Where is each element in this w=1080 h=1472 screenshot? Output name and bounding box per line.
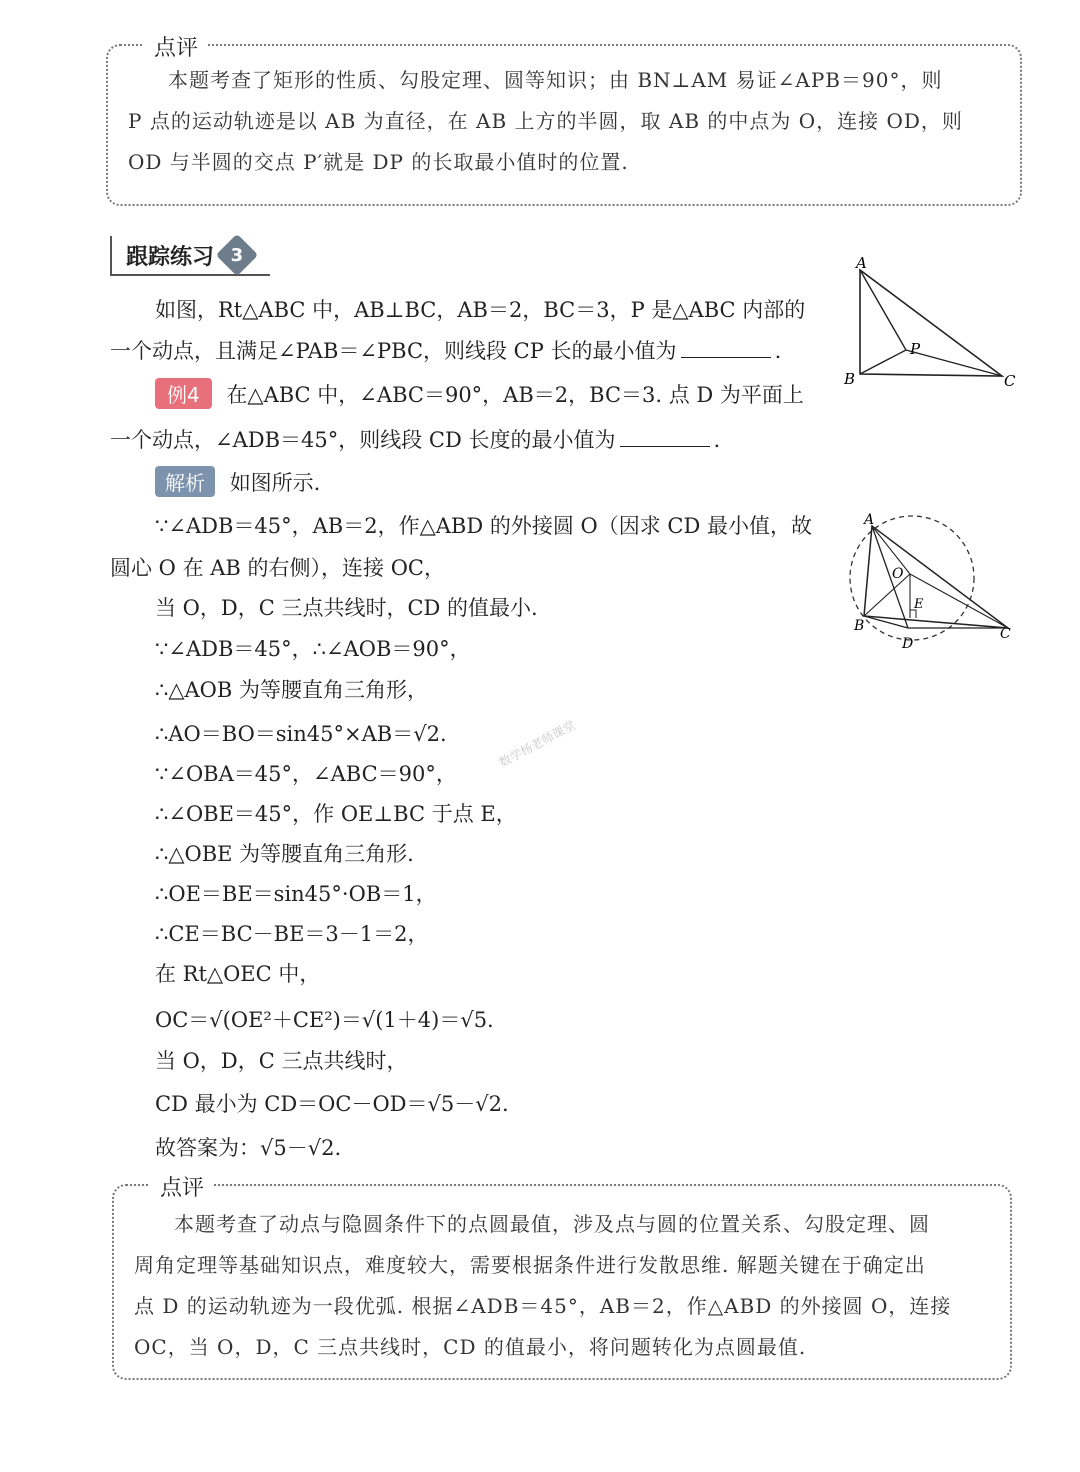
example-line-1: 例4 在△ABC 中，∠ABC＝90°，AB＝2，BC＝3. 点 D 为平面上 <box>155 378 804 409</box>
solution-intro: 解析 如图所示. <box>155 466 320 497</box>
practice-section-title <box>110 236 270 276</box>
solution-line-16: 故答案为：√5－√2. <box>155 1136 342 1160</box>
figure-triangle-abc-p <box>840 254 1020 394</box>
solution-line-5: ∴△AOB 为等腰直角三角形， <box>155 678 428 702</box>
solution-line-8: ∴∠OBE＝45°，作 OE⊥BC 于点 E， <box>155 802 517 826</box>
review2-line-2: 周角定理等基础知识点，难度较大，需要根据条件进行发散思维. 解题关键在于确定出 <box>134 1253 926 1277</box>
solution-line-15: CD 最小为 CD＝OC－OD＝√5－√2. <box>155 1092 509 1116</box>
fig2-label-e: E <box>914 597 924 612</box>
fig2-label-d: D <box>902 636 914 652</box>
fig1-label-a: A <box>856 254 867 272</box>
review-title-2: 点评 <box>150 1171 214 1202</box>
answer-blank-1 <box>681 356 771 358</box>
fig2-label-o: O <box>892 566 904 582</box>
review1-line-1: 本题考查了矩形的性质、勾股定理、圆等知识；由 BN⊥AM 易证∠APB＝90°，则 <box>168 68 943 92</box>
solution-line-6: ∴AO＝BO＝sin45°×AB＝√2. <box>155 722 447 746</box>
practice-number-badge: 3 <box>216 234 258 276</box>
fig1-label-b: B <box>844 370 856 388</box>
solution-line-10: ∴OE＝BE＝sin45°·OB＝1， <box>155 882 437 906</box>
solution-line-11: ∴CE＝BC－BE＝3－1＝2， <box>155 922 429 946</box>
review1-line-3: OD 与半圆的交点 P′就是 DP 的长取最小值时的位置. <box>128 150 629 174</box>
fig1-label-c: C <box>1004 372 1016 390</box>
solution-line-4: ∵∠ADB＝45°，∴∠AOB＝90°， <box>155 637 471 661</box>
review2-line-3: 点 D 的运动轨迹为一段优弧. 根据∠ADB＝45°，AB＝2，作△ABD 的外接圆 O，连接 <box>134 1294 952 1318</box>
practice-line-1: 如图，Rt△ABC 中，AB⊥BC，AB＝2，BC＝3，P 是△ABC 内部的 <box>155 298 806 322</box>
solution-line-3: 当 O，D，C 三点共线时，CD 的值最小. <box>155 596 538 620</box>
solution-line-7: ∵∠OBA＝45°，∠ABC＝90°， <box>155 762 457 786</box>
fig2-label-c: C <box>1000 626 1011 642</box>
review-title-1: 点评 <box>144 31 208 62</box>
review2-line-4: OC，当 O，D，C 三点共线时，CD 的值最小，将问题转化为点圆最值. <box>134 1335 807 1359</box>
review-text-2 <box>134 1204 1002 1368</box>
solution-line-1: ∵∠ADB＝45°，AB＝2，作△ABD 的外接圆 O（因求 CD 最小值，故 <box>155 514 812 538</box>
solution-line-13: OC＝√(OE²＋CE²)＝√(1＋4)＝√5. <box>155 1008 494 1032</box>
review2-line-1: 本题考查了动点与隐圆条件下的点圆最值，涉及点与圆的位置关系、勾股定理、圆 <box>174 1212 930 1236</box>
practice-line-2: 一个动点，且满足∠PAB＝∠PBC，则线段 CP 长的最小值为 . <box>110 339 782 363</box>
solution-line-14: 当 O，D，C 三点共线时， <box>155 1049 408 1073</box>
practice-title-text: 跟踪练习 <box>126 244 215 270</box>
review-text-1 <box>128 60 1008 183</box>
answer-blank-2 <box>620 445 710 447</box>
solution-line-9: ∴△OBE 为等腰直角三角形. <box>155 842 414 866</box>
example-tag: 例4 <box>155 378 212 409</box>
fig2-label-b: B <box>854 618 865 634</box>
fig2-label-a: A <box>864 512 875 528</box>
solution-tag: 解析 <box>155 466 215 497</box>
review1-line-2: P 点的运动轨迹是以 AB 为直径，在 AB 上方的半圆，取 AB 的中点为 O，连接 OD，则 <box>128 109 963 133</box>
example-line-2: 一个动点，∠ADB＝45°，则线段 CD 长度的最小值为 . <box>110 428 721 452</box>
solution-line-12: 在 Rt△OEC 中， <box>155 962 321 986</box>
fig1-label-p: P <box>910 340 921 358</box>
figure-circumcircle-abd <box>842 504 1026 654</box>
solution-line-2: 圆心 O 在 AB 的右侧），连接 OC， <box>110 556 445 580</box>
watermark-text: 数学杨老师课堂 <box>496 718 578 770</box>
